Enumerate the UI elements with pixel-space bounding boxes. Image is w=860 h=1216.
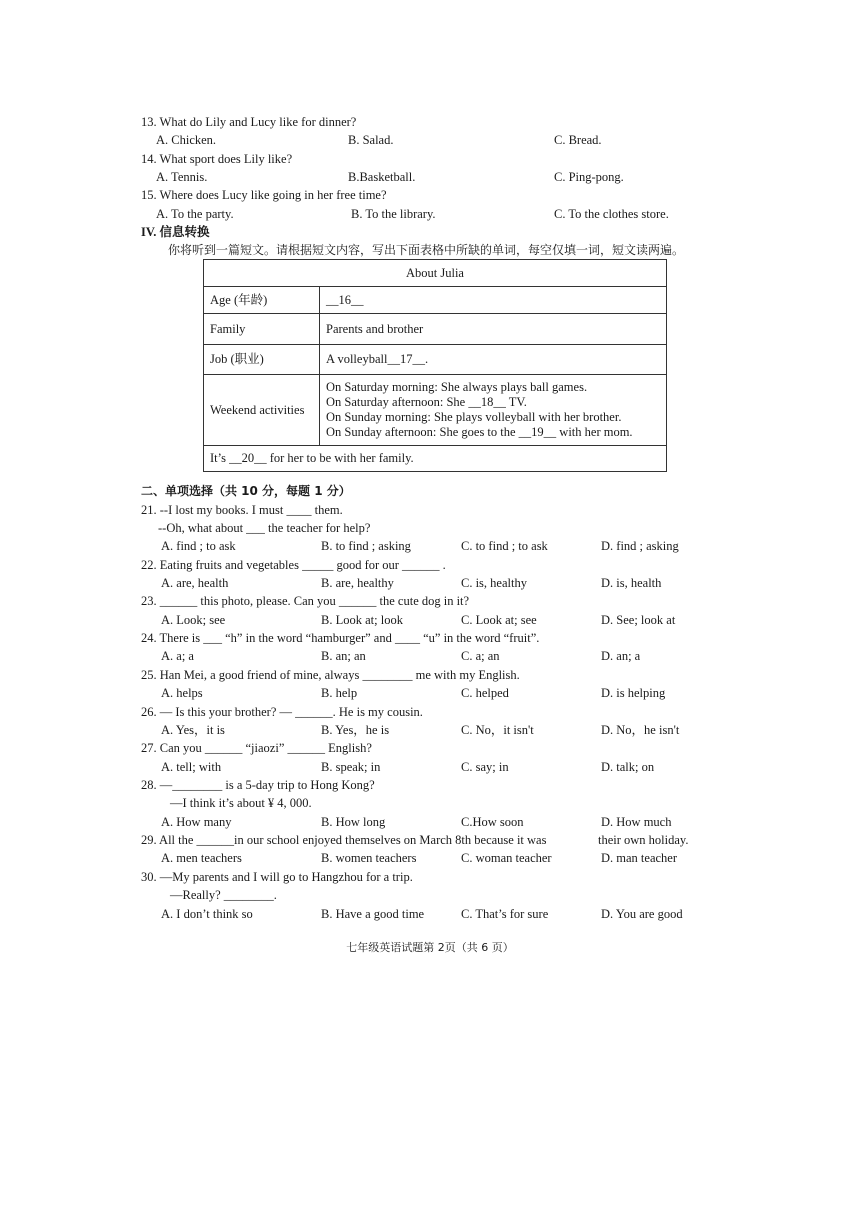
question-22-option-c: C. is, healthy [461,576,527,590]
last-row: It’s __20__ for her to be with her family. [204,446,667,472]
question-27-option-a: A. tell; with [161,760,222,774]
question-28-stem-2: —I think it’s about ¥ 4, 000. [170,796,312,810]
question-13-stem: 13. What do Lily and Lucy like for dinner? [141,115,357,129]
weekend-line: On Sunday afternoon: She goes to the __19__ with her mom. [326,425,633,439]
page-footer: 七年级英语试题第 2页（共 6 页） [346,941,514,954]
question-25-option-d: D. is helping [601,686,666,700]
section-2-title: 二、单项选择（共 10 分，每题 1 分） [141,484,351,498]
question-28-option-a: A. How many [161,815,232,829]
question-15-option-c: C. To the clothes store. [554,207,669,221]
question-21-stem-2: --Oh, what about ___ the teacher for help? [158,521,371,535]
age-label: Age (年龄) [204,287,320,314]
question-23-option-b: B. Look at; look [321,613,403,627]
question-23-option-a: A. Look; see [161,613,226,627]
question-30-option-a: A. I don’t think so [161,907,253,921]
question-29-option-b: B. women teachers [321,851,417,865]
question-13-option-a: A. Chicken. [156,133,217,147]
question-23-stem: 23. ______ this photo, please. Can you ______ the cute dog in it? [141,594,470,608]
weekend-line: On Saturday afternoon: She __18__ TV. [326,395,527,409]
question-26-option-a: A. Yes，it is [161,723,225,737]
question-22-stem: 22. Eating fruits and vegetables _____ good for our ______ . [141,558,446,572]
question-22-option-a: A. are, health [161,576,229,590]
question-30-option-b: B. Have a good time [321,907,425,921]
question-23-option-c: C. Look at; see [461,613,537,627]
info-table [203,259,667,472]
weekend-line: On Saturday morning: She always plays ball games. [326,380,588,394]
question-29-option-c: C. woman teacher [461,851,552,865]
question-21-option-c: C. to find ; to ask [461,539,548,553]
question-25-stem: 25. Han Mei, a good friend of mine, always ________ me with my English. [141,668,520,682]
question-30-option-c: C. That’s for sure [461,907,549,921]
question-15-option-b: B. To the library. [351,207,436,221]
section-4-instruction: 你将听到一篇短文。请根据短文内容，写出下面表格中所缺的单词，每空仅填一词，短文读两遍。 [168,243,685,257]
question-13-option-c: C. Bread. [554,133,602,147]
question-30-option-d: D. You are good [601,907,683,921]
question-24-stem: 24. There is ___ “h” in the word “hamburger” and ____ “u” in the word “fruit”. [141,631,540,645]
question-24-option-c: C. a; an [461,649,500,663]
question-28-stem: 28. —________ is a 5-day trip to Hong Kong? [141,778,375,792]
age-value: __16__ [320,287,667,314]
question-22-option-b: B. are, healthy [321,576,394,590]
job-value: A volleyball__17__. [320,345,667,375]
question-13-option-b: B. Salad. [348,133,394,147]
question-21-option-a: A. find ; to ask [161,539,236,553]
question-26-option-b: B. Yes，he is [321,723,390,737]
question-27-stem: 27. Can you ______ “jiaozi” ______ English? [141,741,372,755]
question-28-option-d: D. How much [601,815,672,829]
question-27-option-d: D. talk; on [601,760,655,774]
question-15-stem: 15. Where does Lucy like going in her free time? [141,188,387,202]
question-30-stem: 30. —My parents and I will go to Hangzhou for a trip. [141,870,413,884]
question-26-option-c: C. No，it isn't [461,723,534,737]
question-14-stem: 14. What sport does Lily like? [141,152,293,166]
job-label: Job (职业) [204,345,320,375]
weekend-label: Weekend activities [204,375,320,446]
question-27-option-c: C. say; in [461,760,509,774]
family-value: Parents and brother [320,314,667,345]
question-21-option-d: D. find ; asking [601,539,679,553]
question-21-option-b: B. to find ; asking [321,539,411,553]
question-29-stem-end: their own holiday. [598,833,689,847]
question-24-option-a: A. a; a [161,649,194,663]
table-header: About Julia [204,260,667,287]
section-4-title: IV. 信息转换 [141,225,210,239]
question-29-option-d: D. man teacher [601,851,678,865]
question-22-option-d: D. is, health [601,576,662,590]
question-29-option-a: A. men teachers [161,851,242,865]
question-14-option-a: A. Tennis. [156,170,208,184]
question-25-option-a: A. helps [161,686,203,700]
question-24-option-d: D. an; a [601,649,641,663]
question-23-option-d: D. See; look at [601,613,676,627]
question-29-stem: 29. All the ______in our school enjoyed themselves on March 8th because it was [141,833,547,847]
question-21-stem: 21. --I lost my books. I must ____ them. [141,503,343,517]
question-28-option-b: B. How long [321,815,386,829]
question-26-stem: 26. — Is this your brother? — ______. He is my cousin. [141,705,423,719]
question-25-option-c: C. helped [461,686,509,700]
question-25-option-b: B. help [321,686,358,700]
question-27-option-b: B. speak; in [321,760,381,774]
weekend-activities [320,375,667,446]
question-15-option-a: A. To the party. [156,207,234,221]
question-30-stem-2: —Really? ________. [170,888,277,902]
question-26-option-d: D. No，he isn't [601,723,680,737]
question-14-option-c: C. Ping-pong. [554,170,624,184]
weekend-line: On Sunday morning: She plays volleyball with her brother. [326,410,622,424]
question-28-option-c: C.How soon [461,815,524,829]
question-14-option-b: B.Basketball. [348,170,416,184]
family-label: Family [204,314,320,345]
question-24-option-b: B. an; an [321,649,366,663]
